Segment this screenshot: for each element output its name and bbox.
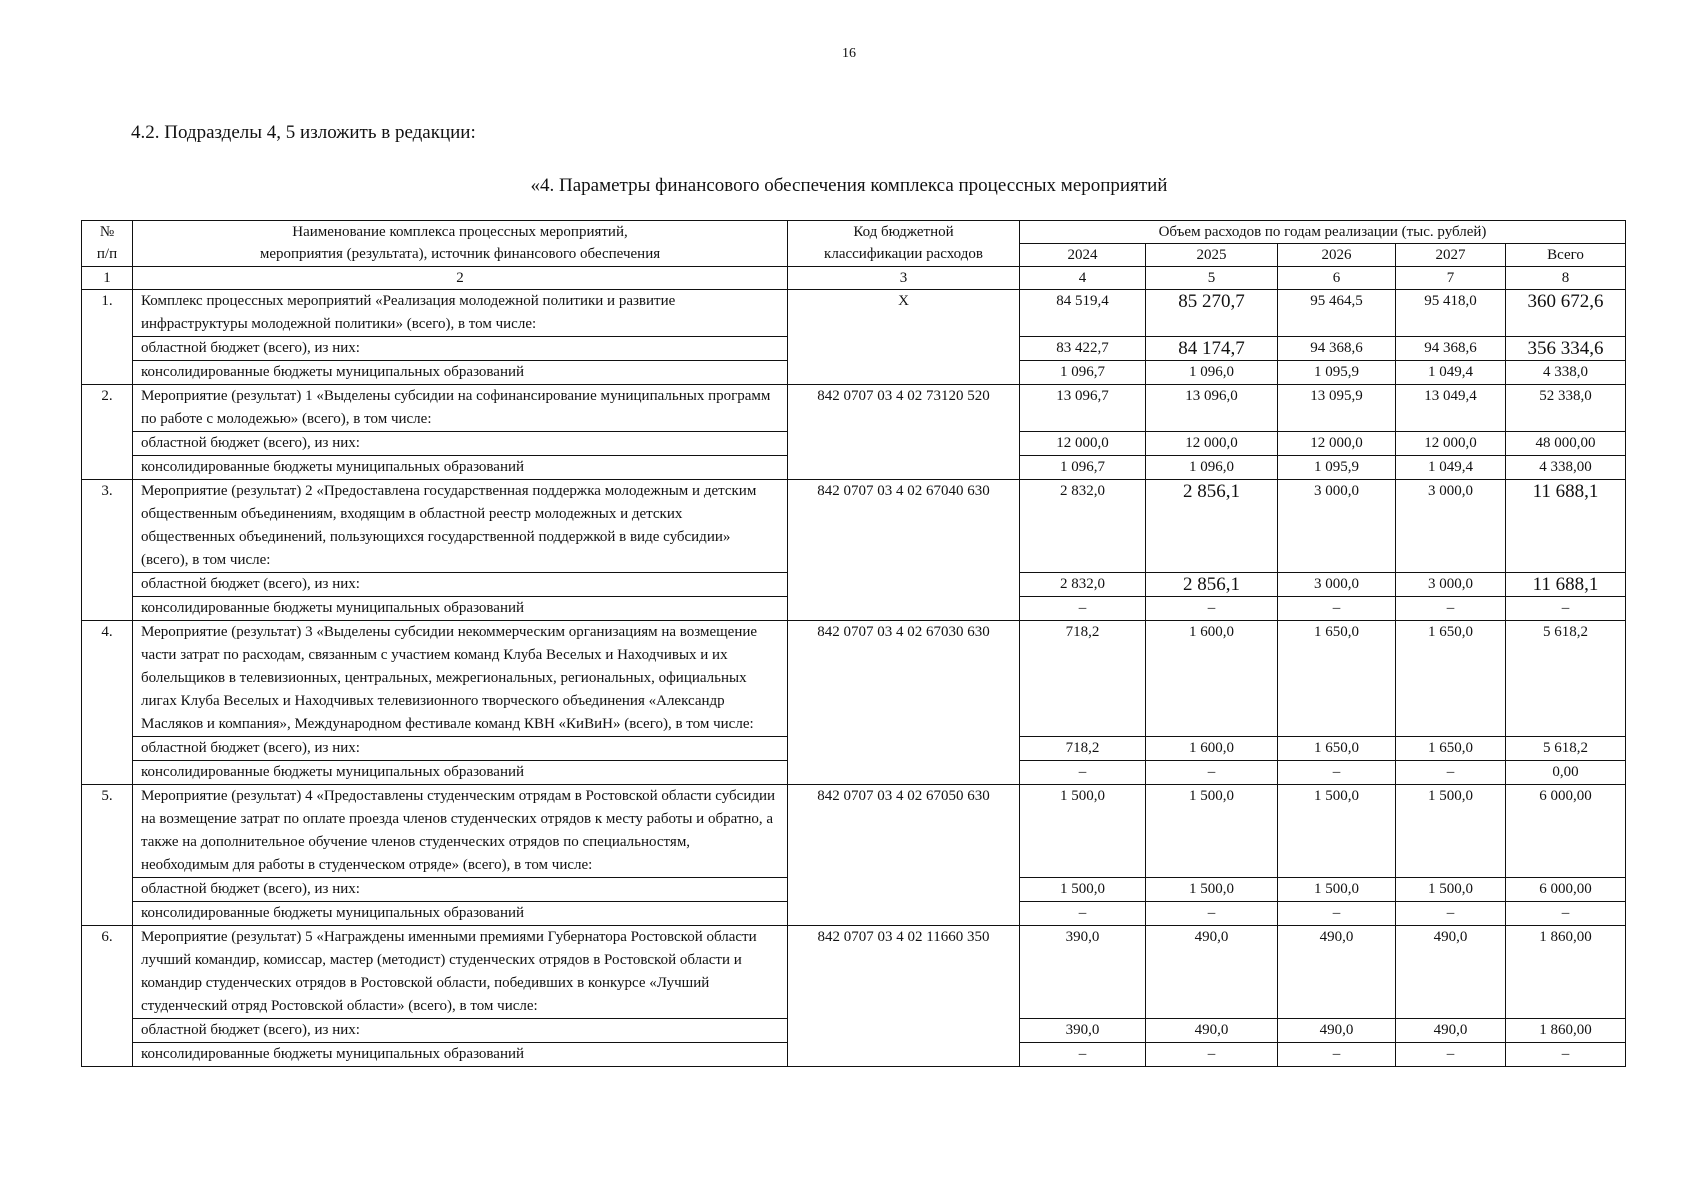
total-value: 52 338,0	[1506, 385, 1626, 432]
year-value: 1 500,0	[1278, 878, 1396, 902]
funding-source-name: областной бюджет (всего), из них:	[133, 737, 788, 761]
header-code-line1: Код бюджетной	[853, 224, 954, 240]
activity-name: Мероприятие (результат) 2 «Предоставлена государственная поддержка молодежным и детским общественным объединениям, входящим в областной реестр молодежных и детских общественных объединений, пользующихся государственной поддержкой в виде субсидии» (всего), в том числе:	[133, 480, 788, 573]
year-value: 1 500,0	[1146, 785, 1278, 878]
lead-text: 4.2. Подразделы 4, 5 изложить в редакции:	[131, 122, 476, 143]
row-number: 6.	[82, 926, 133, 1067]
budget-code: X	[788, 290, 1020, 385]
header-no-line2: п/п	[96, 246, 118, 262]
column-number: 6	[1278, 267, 1396, 290]
header-row	[82, 221, 1626, 244]
header-code-line2: классификации расходов	[824, 246, 983, 262]
budget-code: 842 0707 03 4 02 67030 630	[788, 621, 1020, 785]
total-value: 360 672,6	[1506, 290, 1626, 337]
year-value: –	[1278, 902, 1396, 926]
year-value: 3 000,0	[1278, 480, 1396, 573]
total-value: 11 688,1	[1506, 573, 1626, 597]
year-value: 95 418,0	[1396, 290, 1506, 337]
header-name	[133, 221, 788, 267]
year-value: 1 500,0	[1020, 878, 1146, 902]
year-value: 12 000,0	[1396, 432, 1506, 456]
funding-source-name: консолидированные бюджеты муниципальных образований	[133, 1043, 788, 1067]
year-value: 1 650,0	[1396, 737, 1506, 761]
year-value: 1 500,0	[1020, 785, 1146, 878]
year-value: –	[1020, 1043, 1146, 1067]
year-value: 490,0	[1278, 926, 1396, 1019]
year-value: –	[1020, 597, 1146, 621]
activity-row	[82, 385, 1626, 432]
budget-code: 842 0707 03 4 02 11660 350	[788, 926, 1020, 1067]
funding-source-name: консолидированные бюджеты муниципальных образований	[133, 456, 788, 480]
activity-row	[82, 785, 1626, 878]
year-value: –	[1396, 1043, 1506, 1067]
total-value: –	[1506, 597, 1626, 621]
year-value: 3 000,0	[1396, 480, 1506, 573]
year-value: 1 500,0	[1146, 878, 1278, 902]
year-value: 95 464,5	[1278, 290, 1396, 337]
year-value: –	[1146, 902, 1278, 926]
year-value: 13 095,9	[1278, 385, 1396, 432]
funding-source-name: областной бюджет (всего), из них:	[133, 1019, 788, 1043]
total-value: 5 618,2	[1506, 737, 1626, 761]
year-value: 1 500,0	[1396, 878, 1506, 902]
year-value: 3 000,0	[1396, 573, 1506, 597]
total-value: 5 618,2	[1506, 621, 1626, 737]
row-number: 3.	[82, 480, 133, 621]
activity-name: Мероприятие (результат) 3 «Выделены субсидии некоммерческим организациям на возмещение части затрат по расходам, связанным с участием команд Клуба Веселых и Находчивых и их болельщиков в телевизионных, центральных, межрегиональных, региональных, официальных лигах Клуба Веселых и Находчивых телевизионного творческого объединения «Александр Масляков и компания», Международном фестивале команд КВН «КиВиН» (всего), в том числе:	[133, 621, 788, 737]
funding-source-name: консолидированные бюджеты муниципальных образований	[133, 902, 788, 926]
year-value: 12 000,0	[1020, 432, 1146, 456]
activity-row	[82, 480, 1626, 573]
header-no-line1: №	[99, 224, 115, 240]
year-value: 1 600,0	[1146, 621, 1278, 737]
year-value: 83 422,7	[1020, 337, 1146, 361]
year-value: 1 049,4	[1396, 456, 1506, 480]
year-value: –	[1020, 902, 1146, 926]
year-value: 13 096,7	[1020, 385, 1146, 432]
year-value: 1 500,0	[1278, 785, 1396, 878]
year-value: –	[1396, 761, 1506, 785]
total-value: 6 000,00	[1506, 878, 1626, 902]
year-value: –	[1278, 597, 1396, 621]
header-total: Всего	[1506, 244, 1626, 267]
year-value: 490,0	[1146, 1019, 1278, 1043]
year-value: –	[1278, 761, 1396, 785]
column-number: 3	[788, 267, 1020, 290]
header-code	[788, 221, 1020, 267]
year-value: –	[1146, 1043, 1278, 1067]
header-year: 2026	[1278, 244, 1396, 267]
header-year: 2024	[1020, 244, 1146, 267]
year-value: 1 095,9	[1278, 456, 1396, 480]
financing-table	[81, 220, 1626, 1067]
header-year: 2025	[1146, 244, 1278, 267]
funding-source-name: областной бюджет (всего), из них:	[133, 573, 788, 597]
year-value: –	[1020, 761, 1146, 785]
year-value: 718,2	[1020, 621, 1146, 737]
total-value: 11 688,1	[1506, 480, 1626, 573]
activity-name: Мероприятие (результат) 1 «Выделены субсидии на софинансирование муниципальных программ по работе с молодежью» (всего), в том числе:	[133, 385, 788, 432]
total-value: 48 000,00	[1506, 432, 1626, 456]
column-number: 7	[1396, 267, 1506, 290]
total-value: 4 338,0	[1506, 361, 1626, 385]
header-no	[82, 221, 133, 267]
total-value: –	[1506, 902, 1626, 926]
funding-source-name: консолидированные бюджеты муниципальных образований	[133, 361, 788, 385]
year-value: 94 368,6	[1278, 337, 1396, 361]
total-value: 0,00	[1506, 761, 1626, 785]
row-number: 2.	[82, 385, 133, 480]
year-value: 490,0	[1396, 1019, 1506, 1043]
year-value: –	[1278, 1043, 1396, 1067]
activity-row	[82, 926, 1626, 1019]
column-numbering-row	[82, 267, 1626, 290]
total-value: 1 860,00	[1506, 926, 1626, 1019]
total-value: –	[1506, 1043, 1626, 1067]
year-value: 1 096,7	[1020, 361, 1146, 385]
year-value: 1 600,0	[1146, 737, 1278, 761]
row-number: 4.	[82, 621, 133, 785]
activity-name: Мероприятие (результат) 4 «Предоставлены студенческим отрядам в Ростовской области субсидии на возмещение затрат по оплате проезда членов студенческих отрядов к месту работы и обратно, а также на дополнительное обучение членов студенческих отрядов по специальностям, необходимым для работы в студенческом отряде» (всего), в том числе:	[133, 785, 788, 878]
row-number: 1.	[82, 290, 133, 385]
year-value: 12 000,0	[1146, 432, 1278, 456]
column-number: 5	[1146, 267, 1278, 290]
column-number: 8	[1506, 267, 1626, 290]
header-volume: Объем расходов по годам реализации (тыс. рублей)	[1020, 221, 1626, 244]
year-value: 490,0	[1396, 926, 1506, 1019]
year-value: 1 096,0	[1146, 361, 1278, 385]
table-title: «4. Параметры финансового обеспечения комплекса процессных мероприятий	[530, 175, 1168, 196]
year-value: –	[1146, 597, 1278, 621]
year-value: 2 856,1	[1146, 573, 1278, 597]
year-value: –	[1396, 597, 1506, 621]
column-number: 2	[133, 267, 788, 290]
column-number: 4	[1020, 267, 1146, 290]
year-value: –	[1146, 761, 1278, 785]
activity-name: Мероприятие (результат) 5 «Награждены именными премиями Губернатора Ростовской области лучший командир, комиссар, мастер (методист) студенческих отрядов в Ростовской области и командир студенческих отрядов в Ростовской области, победивших в конкурсе «Лучший студенческий отряд Ростовской области» (всего), в том числе:	[133, 926, 788, 1019]
total-value: 1 860,00	[1506, 1019, 1626, 1043]
funding-source-name: консолидированные бюджеты муниципальных образований	[133, 761, 788, 785]
year-value: 1 650,0	[1278, 621, 1396, 737]
year-value: –	[1396, 902, 1506, 926]
year-value: 1 096,7	[1020, 456, 1146, 480]
year-value: 718,2	[1020, 737, 1146, 761]
funding-source-name: областной бюджет (всего), из них:	[133, 432, 788, 456]
year-value: 1 650,0	[1278, 737, 1396, 761]
funding-source-name: консолидированные бюджеты муниципальных образований	[133, 597, 788, 621]
year-value: 1 095,9	[1278, 361, 1396, 385]
year-value: 85 270,7	[1146, 290, 1278, 337]
header-year: 2027	[1396, 244, 1506, 267]
year-value: 13 096,0	[1146, 385, 1278, 432]
total-value: 4 338,00	[1506, 456, 1626, 480]
total-value: 6 000,00	[1506, 785, 1626, 878]
budget-code: 842 0707 03 4 02 67050 630	[788, 785, 1020, 926]
year-value: 13 049,4	[1396, 385, 1506, 432]
year-value: 2 856,1	[1146, 480, 1278, 573]
year-value: 84 174,7	[1146, 337, 1278, 361]
year-value: 12 000,0	[1278, 432, 1396, 456]
year-value: 490,0	[1146, 926, 1278, 1019]
year-value: 2 832,0	[1020, 573, 1146, 597]
header-name-line2: мероприятия (результата), источник финансового обеспечения	[259, 246, 661, 262]
total-value: 356 334,6	[1506, 337, 1626, 361]
year-value: 94 368,6	[1396, 337, 1506, 361]
year-value: 390,0	[1020, 1019, 1146, 1043]
year-value: 84 519,4	[1020, 290, 1146, 337]
page-number: 16	[842, 46, 856, 61]
budget-code: 842 0707 03 4 02 73120 520	[788, 385, 1020, 480]
activity-name: Комплекс процессных мероприятий «Реализация молодежной политики и развитие инфраструктуры молодежной политики» (всего), в том числе:	[133, 290, 788, 337]
funding-source-name: областной бюджет (всего), из них:	[133, 337, 788, 361]
year-value: 1 650,0	[1396, 621, 1506, 737]
year-value: 1 500,0	[1396, 785, 1506, 878]
year-value: 490,0	[1278, 1019, 1396, 1043]
header-name-line1: Наименование комплекса процессных мероприятий,	[292, 224, 628, 240]
year-value: 3 000,0	[1278, 573, 1396, 597]
activity-row	[82, 290, 1626, 337]
column-number: 1	[82, 267, 133, 290]
budget-code: 842 0707 03 4 02 67040 630	[788, 480, 1020, 621]
year-value: 1 049,4	[1396, 361, 1506, 385]
activity-row	[82, 621, 1626, 737]
funding-source-name: областной бюджет (всего), из них:	[133, 878, 788, 902]
row-number: 5.	[82, 785, 133, 926]
year-value: 1 096,0	[1146, 456, 1278, 480]
year-value: 2 832,0	[1020, 480, 1146, 573]
year-value: 390,0	[1020, 926, 1146, 1019]
